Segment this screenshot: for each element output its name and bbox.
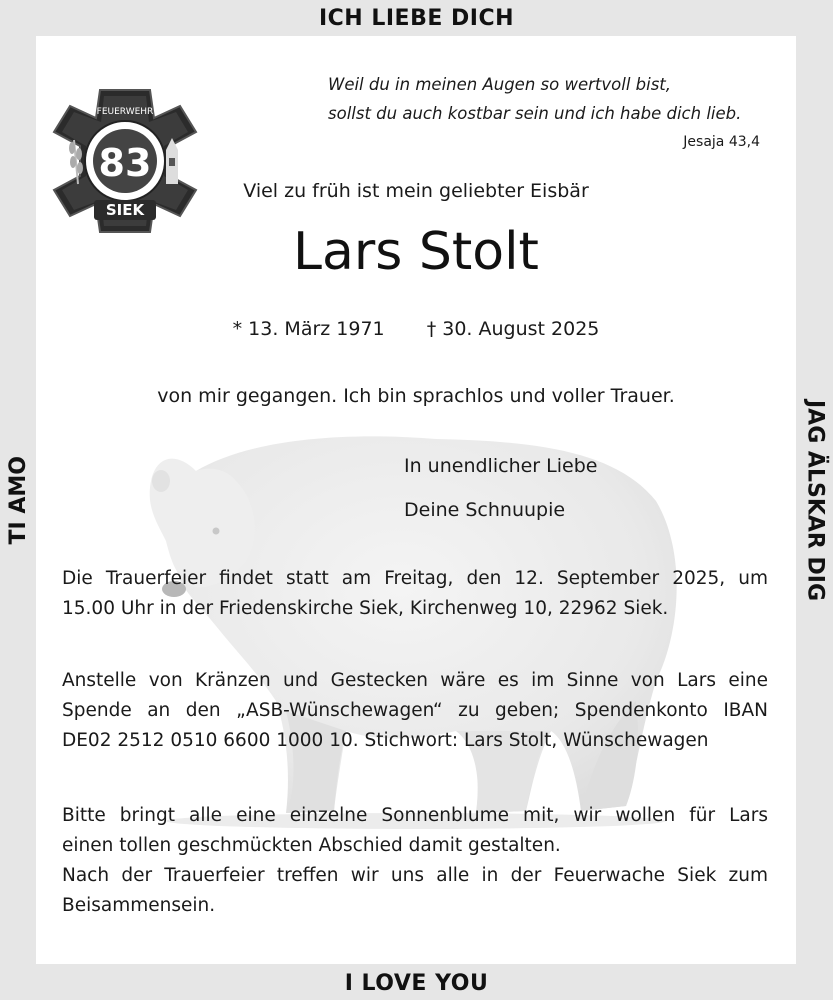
paragraph-line: Die Trauerfeier findet statt am Freitag, den 12. September 2025, um <box>62 568 768 589</box>
life-dates <box>36 318 796 340</box>
paragraph-line: Spende an den „ASB-Wünschewagen“ zu geben; Spendenkonto IBAN <box>62 700 768 721</box>
paragraph-line: Anstelle von Kränzen und Gestecken wäre es im Sinne von Lars eine <box>62 670 768 691</box>
grief-statement: von mir gegangen. Ich bin sprachlos und voller Trauer. <box>157 385 675 407</box>
fire-department-logo <box>52 88 198 234</box>
signature-line-1: In unendlicher Liebe <box>404 455 598 477</box>
bible-verse <box>328 70 788 128</box>
frame-left-text: TI AMO <box>5 455 31 545</box>
verse-reference: Jesaja 43,4 <box>683 134 760 150</box>
logo-number: 83 <box>98 141 152 185</box>
funeral-info-paragraph <box>62 564 768 624</box>
donation-paragraph <box>62 666 768 756</box>
paragraph-line: DE02 2512 0510 6600 1000 10. Stichwort: Lars Stolt, Wünschewagen <box>62 730 709 751</box>
frame-top-text: ICH LIEBE DICH <box>318 6 515 31</box>
frame-right-text: JAG ÄLSKAR DIG <box>802 399 828 601</box>
paragraph-line: Nach der Trauerfeier treffen wir uns alle in der Feuerwache Siek zum <box>62 865 768 886</box>
death-date: † 30. August 2025 <box>426 318 600 340</box>
verse-line-2: sollst du auch kostbar sein und ich habe dich lieb. <box>328 104 742 123</box>
birth-date: * 13. März 1971 <box>232 318 385 340</box>
signature-block <box>404 444 597 532</box>
frame-bottom-text: I LOVE YOU <box>344 971 489 996</box>
paragraph-line: einen tollen geschmückten Abschied damit gestalten. <box>62 835 561 856</box>
signature-line-2: Deine Schnuupie <box>404 499 566 521</box>
logo-arc-text: FEUERWEHR <box>96 107 154 117</box>
intro-text: Viel zu früh ist mein geliebter Eisbär <box>243 180 589 202</box>
deceased-name: Lars Stolt <box>293 222 539 282</box>
frame-left <box>0 36 36 964</box>
paragraph-line: Beisammensein. <box>62 895 216 916</box>
obituary-card <box>36 36 796 964</box>
frame-right <box>797 36 833 964</box>
logo-banner-text: SIEK <box>105 201 145 219</box>
paragraph-line: 15.00 Uhr in der Friedenskirche Siek, Kirchenweg 10, 22962 Siek. <box>62 598 669 619</box>
verse-line-1: Weil du in meinen Augen so wertvoll bist, <box>328 75 672 94</box>
sunflower-paragraph <box>62 801 768 921</box>
paragraph-line: Bitte bringt alle eine einzelne Sonnenblume mit, wir wollen für Lars <box>62 805 768 826</box>
